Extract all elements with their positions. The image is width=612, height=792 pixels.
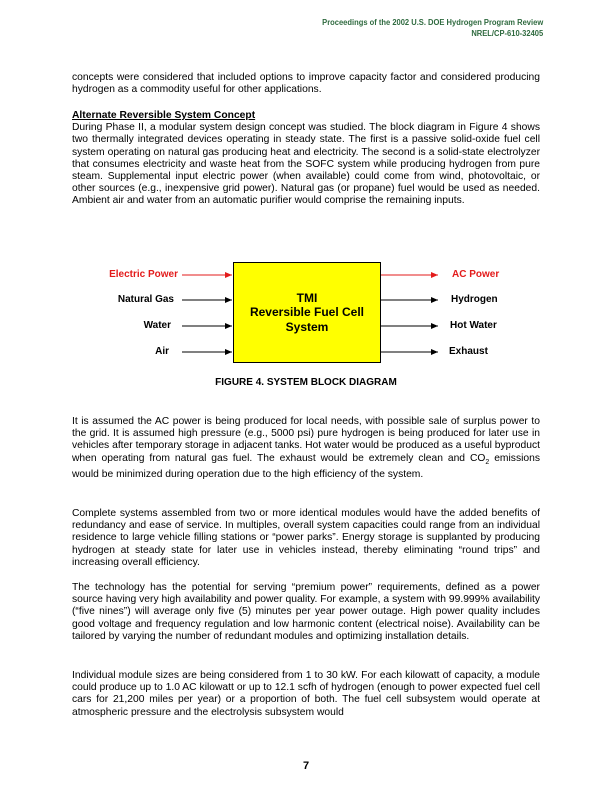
- figure-caption: FIGURE 4. SYSTEM BLOCK DIAGRAM: [215, 377, 397, 388]
- input-natural-gas: Natural Gas: [117, 294, 174, 305]
- p1-text-a: It is assumed the AC power is being produced for local needs, with possible sale of surplus power to the grid. It is assumed high pressure (e.g., 5000 psi) pure hydrogen is being produced for later use in vehicles after temporary storage in adjacent tanks. Hot water would be produced as a useful byproduct when operating from natural gas fuel. The exhaust would be extremely clean and CO: [72, 416, 540, 464]
- paragraph-premium-power: The technology has the potential for serving “premium power” requirements, defined as a power source having very high availability and power quality. For example, a system with 99.999% availability (“five nines”) will average only five (5) minutes per year power outage. High power quality includes good voltage and frequency regulation and low harmonic content (electrical noise). Availability can be tailored by varying the number of redundant modules and optimizing installation details.: [72, 582, 540, 642]
- box-title: TMI: [296, 290, 318, 305]
- section-heading: Alternate Reversible System Concept: [72, 110, 256, 121]
- input-air: Air: [155, 346, 169, 357]
- header-proceedings: Proceedings of the 2002 U.S. DOE Hydrogen Program Review: [321, 17, 543, 27]
- output-exhaust: Exhaust: [449, 346, 488, 357]
- tmi-system-box: [233, 262, 381, 363]
- p1-text-b: emissions would be minimized during operation due to the high efficiency of the system.: [72, 452, 540, 480]
- box-system: System: [285, 319, 329, 334]
- output-hot-water: Hot Water: [450, 320, 497, 331]
- paragraph-ac-power: [72, 416, 540, 481]
- intro-paragraph: concepts were considered that included options to improve capacity factor and considered producing hydrogen as a commodity useful for other applications.: [72, 72, 540, 96]
- page-number: 7: [302, 760, 310, 772]
- section-paragraph: During Phase II, a modular system design concept was studied. The block diagram in Figure 4 shows two thermally integrated devices operating in steady state. The first is a passive solid-oxide fuel cell system operating on natural gas producing heat and electricity. The second is a solid-state electrolyzer that consumes electricity and waste heat from the SOFC system while producing hydrogen from pure steam. Supplemental input electric power (when available) could come from wind, photovoltaic, or other sources (e.g., inexpensive grid power). Natural gas (or propane) fuel would be used as needed. Ambient air and water from an automatic purifier would comprise the remaining inputs.: [72, 122, 540, 207]
- input-electric-power: Electric Power: [109, 269, 178, 280]
- box-subtitle: Reversible Fuel Cell: [249, 305, 365, 320]
- output-ac-power: AC Power: [452, 269, 500, 280]
- input-water: Water: [143, 320, 171, 331]
- paragraph-modules: Complete systems assembled from two or more identical modules would have the added benefits of redundancy and ease of service. In multiples, overall system capacities could range from an individual residence to large vehicle filling stations or “power parks”. Energy storage is supplanted by producing hydrogen at steady state for later use in vehicles instead, thereby eliminating “round trips” and increasing overall efficiency.: [72, 508, 540, 568]
- paragraph-module-sizes: Individual module sizes are being considered from 1 to 30 kW. For each kilowatt of capacity, a module could produce up to 1.0 AC kilowatt or up to 12.1 scfh of hydrogen (enough to power expected fuel cell cars for 21,200 miles per year) or a proportion of both. The fuel cell subsystem would operate at atmospheric pressure and the electrolysis subsystem would: [72, 670, 540, 718]
- output-hydrogen: Hydrogen: [451, 294, 498, 305]
- p1-subscript: 2: [485, 458, 490, 466]
- header-report-number: NREL/CP-610-32405: [471, 28, 543, 38]
